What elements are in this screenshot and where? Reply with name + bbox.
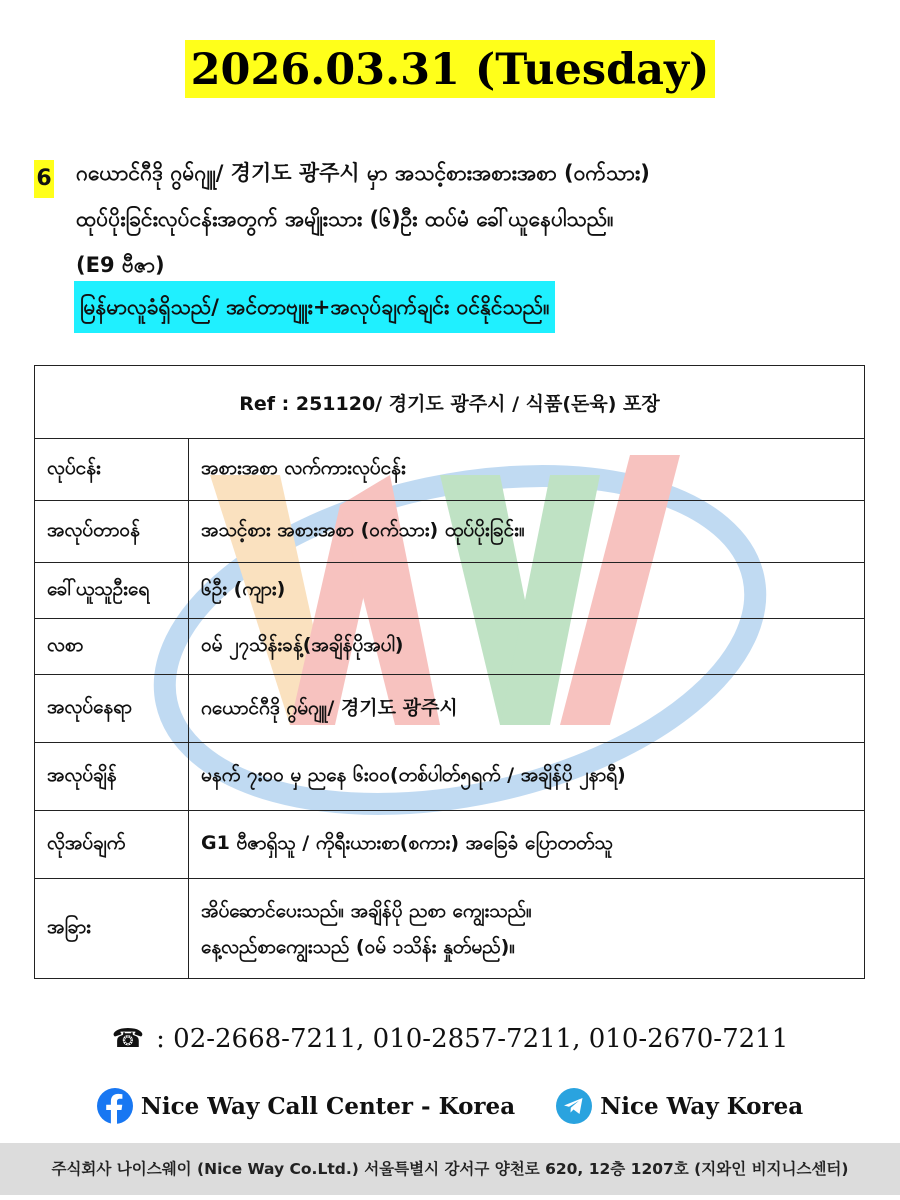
row-label: အလုပ်တာဝန်	[35, 501, 189, 563]
facebook-icon	[97, 1088, 133, 1124]
job-intro	[34, 150, 884, 288]
row-label: အလုပ်နေရာ	[35, 675, 189, 743]
row-label: အခြား	[35, 879, 189, 979]
phone-numbers: : 02-2668-7211, 010-2857-7211, 010-2670-7211	[156, 1024, 789, 1054]
ref-cell: Ref : 251120/ 경기도 광주시 / 식품(돈육) 포장	[35, 366, 865, 439]
value-line: အိပ်ဆောင်ပေးသည်။ အချိန်ပို ညစာ ကျွေးသည်။	[201, 899, 532, 922]
row-label: လိုအပ်ချက်	[35, 811, 189, 879]
row-value: ဝမ် ၂၇သိန်းခန့်(အချိန်ပိုအပါ)	[189, 619, 865, 675]
telegram-link[interactable]	[556, 1088, 803, 1124]
row-value: မနက် ၇း၀၀ မှ ညနေ ၆း၀၀(တစ်ပါတ်၅ရက် / အချိန်ပို ၂နာရီ)	[189, 743, 865, 811]
row-value: ဂယောင်ဂီဒို ဂွမ်ဂျူ/ 경기도 광주시	[189, 675, 865, 743]
row-label: လုပ်ငန်း	[35, 439, 189, 501]
row-value: G1 ဗီဇာရှိသူ / ကိုရီးယားစာ(စကား) အခြေခံ ပြောတတ်သူ	[189, 811, 865, 879]
company-footer: 주식회사 나이스웨이 (Nice Way Co.Ltd.) 서울특별시 강서구 양천로 620, 12층 1207호 (지와인 비지니스센터)	[0, 1143, 900, 1195]
row-value: ၆ဦး (ကျား)	[189, 563, 865, 619]
facebook-label: Nice Way Call Center - Korea	[140, 1092, 516, 1120]
row-value: အသင့်စား အစားအစာ (ဝက်သား) ထုပ်ပိုးခြင်း။	[189, 501, 865, 563]
intro-line: ဂယောင်ဂီဒို ဂွမ်ဂျူ/ 경기도 광주시 မှာ အသင့်စားအစားအစာ (ဝက်သား)	[76, 161, 650, 185]
facebook-link[interactable]	[97, 1088, 515, 1124]
row-value: အစားအစာ လက်ကားလုပ်ငန်း	[189, 439, 865, 501]
row-label: ခေါ်ယူသူဦးရေ	[35, 563, 189, 619]
social-links	[0, 1088, 900, 1128]
row-value-multiline	[189, 879, 865, 979]
phone-contact	[0, 1024, 900, 1054]
job-details-table	[34, 365, 865, 979]
intro-line: ထုပ်ပိုးခြင်းလုပ်ငန်းအတွက် အမျိုးသား (၆)ဦး ထပ်မံ ခေါ်ယူနေပါသည်။	[76, 207, 614, 231]
row-label: လစာ	[35, 619, 189, 675]
highlight-note: မြန်မာလူခံရှိသည်/ အင်တာဗျူး+အလုပ်ချက်ချင်း ဝင်နိုင်သည်။	[74, 281, 555, 333]
date-heading: 2026.03.31 (Tuesday)	[185, 40, 716, 98]
telephone-icon: ☎	[111, 1024, 145, 1054]
telegram-label: Nice Way Korea	[600, 1092, 804, 1120]
row-label: အလုပ်ချိန်	[35, 743, 189, 811]
job-number-badge: 6	[34, 160, 54, 198]
intro-text	[76, 150, 884, 288]
intro-line: (E9 ဗီဇာ)	[76, 253, 165, 277]
telegram-icon	[556, 1088, 592, 1124]
value-line: နေ့လည်စာကျွေးသည် (ဝမ် ၁သိန်း နှုတ်မည်)။	[201, 935, 516, 958]
